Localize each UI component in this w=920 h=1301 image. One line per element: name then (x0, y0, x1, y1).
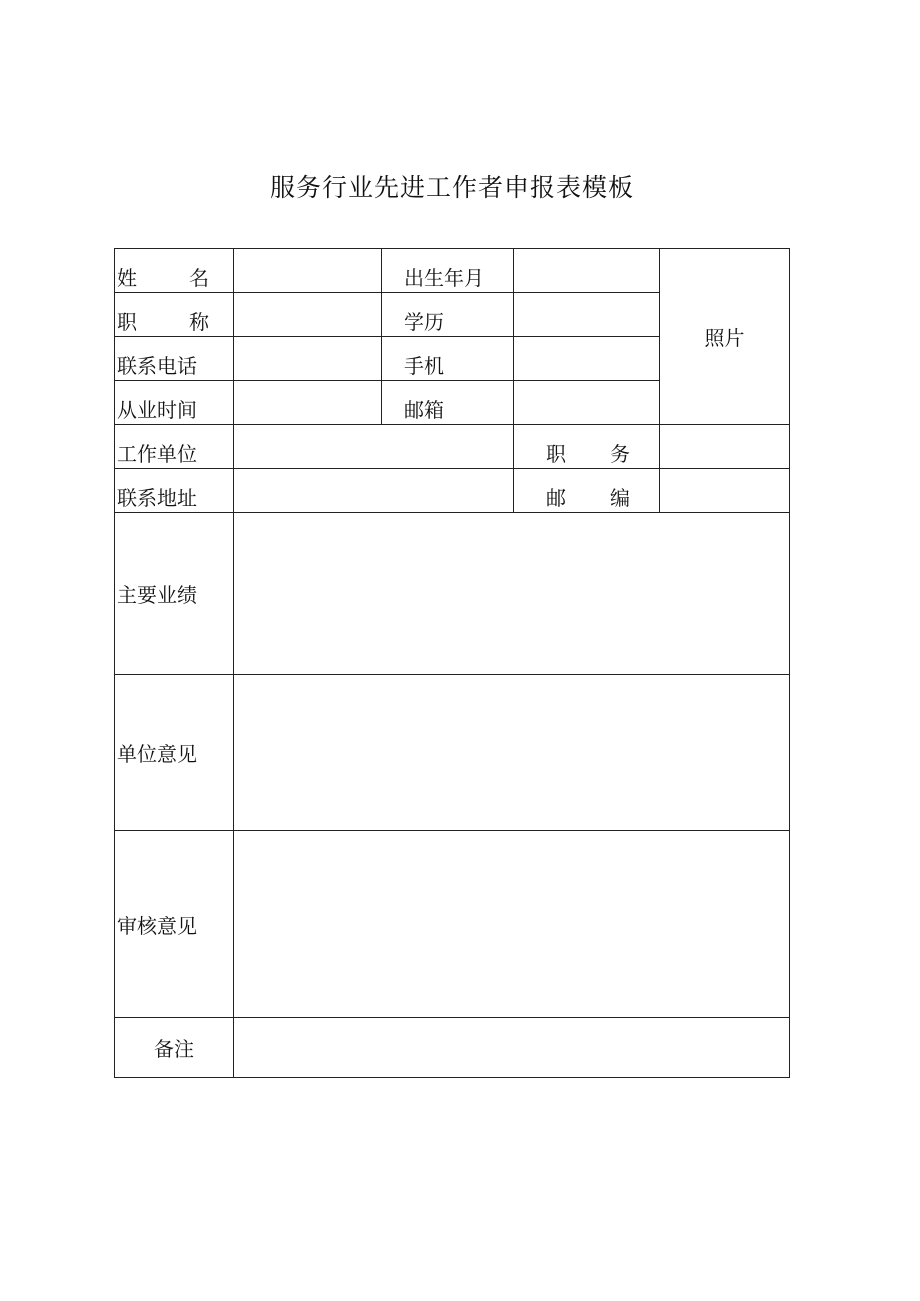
employer-label: 工作单位 (115, 425, 234, 469)
remarks-label: 备注 (115, 1018, 234, 1078)
achievements-field[interactable] (234, 513, 790, 675)
name-field[interactable] (234, 249, 382, 293)
review-opinion-label: 审核意见 (115, 831, 234, 1018)
phone-label: 联系电话 (115, 337, 234, 381)
application-form-table (114, 248, 790, 1078)
email-label: 邮箱 (382, 381, 514, 425)
position-field[interactable] (660, 425, 790, 469)
achievements-label: 主要业绩 (115, 513, 234, 675)
education-field[interactable] (514, 293, 660, 337)
postcode-label: 邮 编 (514, 469, 660, 513)
title-label: 职 称 (115, 293, 234, 337)
address-field[interactable] (234, 469, 514, 513)
years-label: 从业时间 (115, 381, 234, 425)
mobile-label: 手机 (382, 337, 514, 381)
title-field[interactable] (234, 293, 382, 337)
years-field[interactable] (234, 381, 382, 425)
mobile-field[interactable] (514, 337, 660, 381)
photo-box[interactable] (660, 249, 790, 425)
phone-field[interactable] (234, 337, 382, 381)
name-label: 姓 名 (115, 249, 234, 293)
address-label: 联系地址 (115, 469, 234, 513)
unit-opinion-field[interactable] (234, 675, 790, 831)
position-label: 职 务 (514, 425, 660, 469)
page-title: 服务行业先进工作者申报表模板 (269, 173, 634, 202)
remarks-field[interactable] (234, 1018, 790, 1078)
birth-field[interactable] (514, 249, 660, 293)
photo-label: 照片 (704, 326, 745, 350)
birth-label: 出生年月 (382, 249, 514, 293)
education-label: 学历 (382, 293, 514, 337)
unit-opinion-label: 单位意见 (115, 675, 234, 831)
email-field[interactable] (514, 381, 660, 425)
postcode-field[interactable] (660, 469, 790, 513)
employer-field[interactable] (234, 425, 514, 469)
review-opinion-field[interactable] (234, 831, 790, 1018)
